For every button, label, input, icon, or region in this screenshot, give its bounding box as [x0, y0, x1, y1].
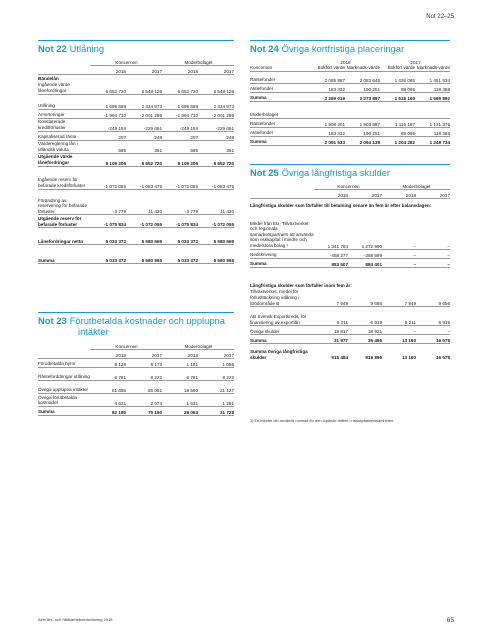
- note22-row: [38, 101, 234, 110]
- note22-rule: [38, 40, 234, 41]
- note25-row: [250, 209, 450, 250]
- note22-row: [38, 109, 234, 118]
- note22-row-value: 6 652 720: [162, 82, 198, 95]
- note22-row-value: 6 109 206: [162, 153, 198, 166]
- note22-subheading: [38, 75, 234, 82]
- note22-row-value: -2 001 299: [126, 109, 162, 118]
- note25-row-value: –: [382, 258, 416, 267]
- note22-year-blank: [38, 66, 90, 75]
- note22-row-value: -249 184: [162, 118, 198, 131]
- note24-row-value: 1 115 187: [380, 118, 415, 127]
- note24-title-text: Övriga kortfristiga placeringar: [281, 43, 405, 54]
- note25-row-label: Summa: [250, 258, 314, 267]
- spacer-row: [250, 101, 450, 110]
- note23-table: [38, 344, 234, 416]
- note22-row-value: -1 075 834: [162, 215, 198, 228]
- note24-row-value: 183 332: [310, 127, 345, 136]
- note22-row-value: 207: [162, 131, 198, 140]
- note22-row-value: -1 072 055: [198, 215, 234, 228]
- note22-title: [38, 43, 104, 54]
- note23-row-value: 6 791: [90, 368, 126, 381]
- note22-table: [38, 60, 234, 264]
- note24-row-value: 2 269 019: [310, 92, 345, 101]
- note25-row-value: 9 656: [348, 288, 382, 307]
- note22-row-value: 361: [126, 140, 162, 153]
- spacer-cell: [38, 245, 234, 256]
- note25-row: [250, 288, 450, 307]
- note25-row-value: 1 272 990: [348, 209, 382, 250]
- note24-row-value: 1 515 160: [380, 92, 415, 101]
- note25-year-blank: [250, 190, 314, 199]
- note25-row-value: 35 495: [348, 335, 382, 344]
- note22-row-label: Ingående reserv för befarade kreditförluster: [38, 177, 90, 190]
- note22-year: 2018: [162, 66, 198, 75]
- note23-title: [38, 315, 225, 337]
- note22-row-value: 585: [90, 140, 126, 153]
- note24-colhead: Marknads-värde: [346, 65, 381, 71]
- note25-year: 2018: [382, 190, 416, 199]
- note24-rule: [250, 40, 450, 41]
- note22-row-value: -3 779: [162, 198, 198, 215]
- note25-row-value: 5 211: [314, 307, 348, 326]
- note22-title-text: Utlåning: [69, 43, 105, 54]
- note25-row-value: 9 656: [416, 288, 450, 307]
- footer-report: Almi års- och hållbarhetsredovisning 2018: [38, 617, 113, 622]
- note23-year: 2018: [90, 350, 126, 359]
- note24-row: [250, 83, 450, 92]
- note25-year: 2017: [348, 190, 382, 199]
- note25-row: [250, 335, 450, 344]
- note23-year: 2017: [198, 350, 234, 359]
- note25-number: Not 25: [250, 167, 279, 178]
- note22-row-value: -1 994 710: [90, 109, 126, 118]
- note22-year: 2018: [90, 66, 126, 75]
- note22-row-value: 6 652 720: [126, 153, 162, 166]
- note25-row-value: 13 160: [401, 355, 417, 361]
- note22-row-value: 6 548 128: [126, 82, 162, 95]
- note23-title-line2: intäkter: [78, 326, 109, 337]
- note25-row-label: Medel från EU, Tillväxtverket och regionala samarbetspartners att använda som riskkapital i mindre och medelstora bolag ¹: [250, 209, 314, 250]
- note25-title-text: Övriga långfristiga skulder: [281, 167, 391, 178]
- note22-row-label: Amorteringar: [38, 109, 90, 118]
- note23-rule: [38, 312, 234, 313]
- note24-row-value: 2 085 887: [310, 75, 345, 84]
- spacer-row: [250, 267, 450, 282]
- note22-row-value: -1 072 055: [126, 215, 162, 228]
- note23-year: 2018: [162, 350, 198, 359]
- note22-row-label: Utgående reserv för befarade förluster: [38, 215, 90, 228]
- note22-number: Not 22: [38, 43, 67, 54]
- note24-group-label: Koncernen: [250, 65, 310, 71]
- note24-table: [250, 60, 450, 146]
- note23-row-value: 56 081: [126, 381, 162, 394]
- note25-footnote: 1) En mindre del används normalt för den löpande driften i riskkapitalverksamheten.: [250, 418, 395, 423]
- note25-row-value: 919 896: [365, 355, 383, 361]
- note25-subheading1: [250, 202, 450, 209]
- note24-row: [250, 136, 450, 145]
- page-number: 65: [446, 617, 454, 624]
- note22-group-label: Koncernen: [90, 60, 162, 66]
- note25-row-value: 13 160: [382, 335, 416, 344]
- note22-row-value: 1 699 588: [90, 101, 126, 110]
- note22-row: [38, 131, 234, 140]
- spacer-cell: [38, 166, 234, 177]
- note22-row: [38, 82, 234, 95]
- note24-row-value: 1 249 734: [415, 136, 450, 145]
- spacer-row: [38, 166, 234, 177]
- note22-row-label: Förändring av reservering för befarade förluster: [38, 198, 90, 215]
- note24-row-label: Aktiefonder: [250, 83, 310, 92]
- note25-row-value: -458 277: [314, 249, 348, 258]
- note25-row: [250, 249, 450, 258]
- note24-row-label: Räntefonder: [250, 118, 310, 127]
- note25-row-value: -388 589: [348, 249, 382, 258]
- note24-row: [250, 127, 450, 136]
- note22-row: [38, 118, 234, 131]
- note23-row-label: Övriga upplupna intäkter: [38, 381, 90, 394]
- note23-row-value: 31 728: [198, 407, 234, 416]
- note25-row-value: –: [382, 209, 416, 250]
- note25-row-value: 884 401: [348, 258, 382, 267]
- note25-row-value: –: [416, 209, 450, 250]
- note24-year: 2018: [340, 60, 351, 65]
- note24-year: 2017: [410, 60, 421, 65]
- note24-row-value: 118 358: [415, 83, 450, 92]
- note25-row-label: AB Svensk Exportkredit, för finansiering av exportlån: [250, 307, 314, 326]
- note25-row-value: 18 817: [314, 326, 348, 335]
- note22-row-value: 6 548 128: [198, 82, 234, 95]
- note22-row-value: 5 033 372: [90, 255, 126, 264]
- note22-row-value: -229 691: [126, 118, 162, 131]
- note22-row-value: 6 109 206: [90, 153, 126, 166]
- note23-row-label: Övriga förutbetalda kostnader: [38, 394, 90, 407]
- note24-row-value: 2 091 533: [310, 136, 345, 145]
- note25-row-value: –: [416, 258, 450, 267]
- note23-row: [38, 381, 234, 394]
- note22-row-value: 2 334 973: [198, 101, 234, 110]
- note23-row-value: 18 560: [162, 381, 198, 394]
- note22-row-value: -249 184: [90, 118, 126, 131]
- note22-row-label: Lånefordringar netto: [38, 236, 90, 245]
- note25-group-label: Koncernen: [314, 184, 382, 190]
- note22-row-value: 2 334 973: [126, 101, 162, 110]
- note22-row-label: Utgående värde lånefordringar: [38, 153, 90, 166]
- note23-row-value: 6 791: [162, 368, 198, 381]
- note25-row-value: 18 921: [348, 326, 382, 335]
- note22-row-label: Konstaterade kreditförluster: [38, 118, 90, 131]
- note22-year: 2017: [126, 66, 162, 75]
- note23-row-value: 28 063: [162, 407, 198, 416]
- note23-row: [38, 359, 234, 368]
- note23-row-value: 8 222: [198, 368, 234, 381]
- note22-row-value: 1 699 588: [162, 101, 198, 110]
- note25-group-label: Moderbolaget: [382, 184, 450, 190]
- note22-row-value: 585: [162, 140, 198, 153]
- note23-row-value: 4 621: [90, 394, 126, 407]
- note23-row-value: 2 674: [126, 394, 162, 407]
- note22-row-value: -1 072 055: [90, 177, 126, 190]
- note23-year-blank: [38, 350, 90, 359]
- note22-row-label: Värdereglering lån i utländsk valuta: [38, 140, 90, 153]
- note24-row-value: 118 358: [415, 127, 450, 136]
- spacer-row: [38, 189, 234, 198]
- note23-row-label: Summa: [38, 407, 90, 416]
- note23-year-row: [38, 350, 234, 359]
- note23-number: Not 23: [38, 315, 67, 326]
- note25-rule: [250, 164, 450, 165]
- note22-row-value: 5 580 665: [126, 255, 162, 264]
- note24-row-value: 183 332: [310, 83, 345, 92]
- note22-row-value: -1 083 475: [198, 177, 234, 190]
- note22-row-value: 6 652 720: [198, 153, 234, 166]
- spacer-cell: [250, 101, 450, 110]
- note22-row: [38, 215, 234, 228]
- note25-row-value: 6 919: [416, 307, 450, 326]
- note22-row: [38, 177, 234, 190]
- note24-row-label: Aktiefonder: [250, 127, 310, 136]
- note25-row-label: Summa övriga långfristiga skulder: [250, 349, 308, 360]
- note23-row: [38, 394, 234, 407]
- note25-row-value: 915 484: [331, 355, 348, 361]
- note25-row-label: Nedskrivning: [250, 249, 314, 258]
- note22-row-value: 11 420: [126, 198, 162, 215]
- note22-row-value: 248: [126, 131, 162, 140]
- note22-row-value: -3 779: [90, 198, 126, 215]
- note25-row: [250, 348, 450, 360]
- note24-row-value: 1 451 534: [415, 75, 450, 84]
- note25-subheading2: [250, 282, 450, 289]
- note22-row: [38, 140, 234, 153]
- note23-row-value: 1 098: [198, 359, 234, 368]
- note24-row-value: 1 426 065: [380, 75, 415, 84]
- note24-row-value: 89 095: [380, 127, 415, 136]
- note25-row-label: Tillväxtverket, medel för förlusttäckning utlåning i Stödområde B: [250, 288, 314, 307]
- note23-row: [38, 407, 234, 416]
- note25-row-value: 883 507: [314, 258, 348, 267]
- note23-row-value: 8 222: [126, 368, 162, 381]
- note25-row-value: –: [416, 326, 450, 335]
- note25-row-label: Summa: [250, 335, 314, 344]
- note25-subheading1-text: Långfristiga skulder som förfaller till betalning senare än fem år efter balansdagen:: [250, 203, 432, 208]
- note24-row-label: Räntefonder: [250, 75, 310, 84]
- note24-row-value: 1 903 887: [345, 118, 380, 127]
- note22-row-value: -2 001 299: [198, 109, 234, 118]
- note22-year-row: [38, 66, 234, 75]
- note23-row-label: Ränteforddringar utlåning: [38, 368, 90, 381]
- note22-row-value: -1 083 475: [126, 177, 162, 190]
- note22-row-value: -1 075 834: [90, 215, 126, 228]
- note23-title-line1: Förutbetalda kostnader och upplupna: [69, 315, 225, 326]
- page-header: Not 22–25: [426, 14, 454, 20]
- note22-row-value: 11 420: [198, 198, 234, 215]
- note22-row-value: 5 580 665: [198, 236, 234, 245]
- note25-row: [250, 326, 450, 335]
- note22-row-value: -1 072 055: [162, 177, 198, 190]
- note24-row-value: 190 251: [345, 127, 380, 136]
- note25-year: 2017: [416, 190, 450, 199]
- note23-row-value: 1 281: [198, 394, 234, 407]
- note23-row-value: 21 127: [198, 381, 234, 394]
- note23-row-value: 9 128: [90, 359, 126, 368]
- note22-year: 2017: [198, 66, 234, 75]
- note22-row: [38, 255, 234, 264]
- note23-row-value: 8 173: [126, 359, 162, 368]
- note22-group-label: Moderbolaget: [162, 60, 234, 66]
- note24-row-value: 1 569 892: [415, 92, 450, 101]
- note24-row-value: 1 131 376: [415, 118, 450, 127]
- note24-subgroup-row: [250, 110, 450, 119]
- spacer-row: [38, 228, 234, 237]
- note22-row-value: -229 691: [198, 118, 234, 131]
- note25-row-value: 31 977: [314, 335, 348, 344]
- note23-row-value: 82 195: [90, 407, 126, 416]
- note22-row-value: 5 033 372: [90, 236, 126, 245]
- note24-row-value: 1 908 201: [310, 118, 345, 127]
- note25-row: [250, 258, 450, 267]
- note22-row: [38, 153, 234, 166]
- note25-row-value: 6 919: [348, 307, 382, 326]
- note25-row-value: 7 949: [382, 288, 416, 307]
- note25-row-value: –: [416, 249, 450, 258]
- note25-row-value: 16 575: [435, 355, 451, 361]
- note25-title: [250, 167, 390, 178]
- note23-row-value: 75 150: [126, 407, 162, 416]
- note24-row: [250, 92, 450, 101]
- note23-year: 2017: [126, 350, 162, 359]
- note23-group-label: Moderbolaget: [162, 344, 234, 350]
- note22-row-value: 361: [198, 140, 234, 153]
- note24-row-value: 190 251: [345, 83, 380, 92]
- note24-row-value: 2 083 646: [345, 75, 380, 84]
- note24-row: [250, 118, 450, 127]
- note23-row: [38, 368, 234, 381]
- note22-row-value: 248: [198, 131, 234, 140]
- spacer-cell: [250, 267, 450, 282]
- note22-row-value: 6 652 720: [90, 82, 126, 95]
- note25-row-label: Övriga skulder: [250, 326, 314, 335]
- note25-table: [250, 184, 450, 360]
- note24-row-label: Summa: [250, 136, 310, 145]
- note22-subheading-text: Bäralelån: [38, 76, 59, 81]
- note25-row-value: –: [382, 249, 416, 258]
- note24-row-label: Summa: [250, 92, 310, 101]
- note22-row-value: 5 033 372: [162, 236, 198, 245]
- note22-row: [38, 198, 234, 215]
- note24-row: [250, 75, 450, 84]
- note24-row-value: 89 095: [380, 83, 415, 92]
- note24-colhead: Bokfört värde: [310, 65, 345, 71]
- note24-number: Not 24: [250, 43, 279, 54]
- note25-row-value: 16 575: [416, 335, 450, 344]
- note25-row-value: 5 211: [382, 307, 416, 326]
- note25-year: 2018: [314, 190, 348, 199]
- note22-row-value: 5 580 665: [126, 236, 162, 245]
- note24-row-value: 2 094 138: [345, 136, 380, 145]
- note22-row-value: 5 580 665: [198, 255, 234, 264]
- spacer-cell: [38, 228, 234, 237]
- note25-row-value: 7 949: [314, 288, 348, 307]
- note24-colhead: Bokfört värde: [380, 65, 415, 71]
- note23-row-value: 1 531: [162, 394, 198, 407]
- spacer-row: [38, 245, 234, 256]
- note22-row: [38, 236, 234, 245]
- note24-subgroup-label: Moderbolaget: [250, 110, 450, 119]
- note22-row-value: 207: [90, 131, 126, 140]
- note24-row-value: 1 204 282: [380, 136, 415, 145]
- note22-row-label: Utlåning: [38, 101, 90, 110]
- note24-row-value: 2 273 897: [345, 92, 380, 101]
- note23-row-label: Förutbetalda hyror: [38, 359, 90, 368]
- note25-row: [250, 307, 450, 326]
- note24-title: [250, 43, 404, 54]
- note22-row-label: Ingående värde lånefordringar: [38, 82, 90, 95]
- note22-row-value: -1 994 710: [162, 109, 198, 118]
- spacer-cell: [38, 189, 234, 198]
- note23-row-value: 61 655: [90, 381, 126, 394]
- note24-colhead: Marknads-värde: [416, 65, 451, 71]
- note25-subheading2-text: Långfristiga skulder som förfaller inom fem år:: [250, 282, 352, 288]
- note25-row-value: 1 341 784: [314, 209, 348, 250]
- note23-row-value: 1 181: [162, 359, 198, 368]
- note22-row-label: Kapitaliserad ränta: [38, 131, 90, 140]
- note22-row-value: 5 033 372: [162, 255, 198, 264]
- note25-year-row: [250, 190, 450, 199]
- note22-row-label: Summa: [38, 255, 90, 264]
- note23-group-label: Koncernen: [90, 344, 162, 350]
- note25-row-value: –: [382, 326, 416, 335]
